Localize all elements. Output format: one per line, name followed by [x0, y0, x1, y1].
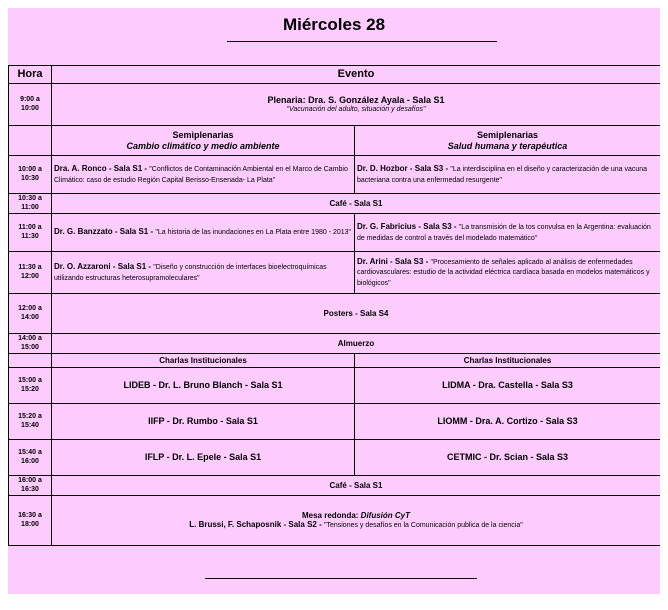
row-1500: [9, 368, 661, 404]
row-cafe-1: [9, 194, 661, 214]
plenaria-cell: [52, 84, 661, 126]
plenaria-speaker: Plenaria: Dra. S. González Ayala - Sala S1: [267, 94, 445, 105]
cafe-cell: Café - Sala S1: [52, 476, 661, 496]
time-cell-empty: [9, 126, 52, 156]
talk-cell-right: [355, 252, 661, 294]
talk-speaker: Dr. G. Fabricius - Sala S3 -: [357, 222, 459, 232]
talk-cell-left: [52, 156, 355, 194]
semi-left-title: Semiplenarias: [172, 129, 234, 140]
row-1520: [9, 404, 661, 440]
talk-title: "La interdisciplina en el diseño y caracterización de una vacuna bacteriana contra una enfermedad resurgente": [357, 166, 648, 184]
talk-speaker: Dr. D. Hozbor - Sala S3 -: [357, 164, 451, 174]
row-1100: [9, 214, 661, 252]
time-cell: 9:00 a 10:00: [9, 84, 52, 126]
talk-speaker: Dr. G. Banzzato - Sala S1 -: [54, 227, 156, 237]
inst-talk-right: LIOMM - Dra. A. Cortizo - Sala S3: [355, 404, 661, 440]
time-cell: 12:00 a 14:00: [9, 294, 52, 334]
row-cafe-2: [9, 476, 661, 496]
talk-cell-left: [52, 252, 355, 294]
header-row: [9, 66, 661, 84]
time-cell: 11:00 a 11:30: [9, 214, 52, 252]
posters-cell: Posters - Sala S4: [52, 294, 661, 334]
time-cell: 10:30 a 11:00: [9, 194, 52, 214]
time-cell: 11:30 a 12:00: [9, 252, 52, 294]
semi-right-cell: [355, 126, 661, 156]
header-evento: Evento: [52, 66, 661, 84]
row-posters: [9, 294, 661, 334]
row-mesa: [9, 496, 661, 546]
row-1130: [9, 252, 661, 294]
talk-cell-right: [355, 214, 661, 252]
plenaria-talk: "Vacunación del adulto, situación y desafíos": [286, 105, 426, 113]
mesa-talk: "Tensiones y desafíos en la Comunicación publica de la ciencia": [323, 522, 523, 530]
talk-title: "La historia de las inundaciones en La Plata entre 1980 - 2013": [155, 229, 352, 237]
schedule-page: [8, 8, 660, 594]
talk-title: "Diseño y construcción de interfaces bioelectroquímicas utilizando estructuras heterosupramoleculares": [54, 264, 327, 282]
mesa-cell: [52, 496, 661, 546]
talk-title: "Procesamiento de señales aplicado al análisis de enfermedades cardiovasculares: estudio de la actividad eléctrica cardíaca basada en modelos matemáticos y biológicos": [357, 258, 650, 287]
header-hora: Hora: [9, 66, 52, 84]
time-cell: 14:00 a 15:00: [9, 334, 52, 354]
semi-left-sub: Cambio climático y medio ambiente: [126, 140, 280, 151]
cafe-cell: Café - Sala S1: [52, 194, 661, 214]
almuerzo-cell: Almuerzo: [52, 334, 661, 354]
mesa-topic: Difusión CyT: [360, 510, 411, 520]
time-cell: 16:30 a 18:00: [9, 496, 52, 546]
row-semiplenarias: [9, 126, 661, 156]
talk-speaker: Dr. O. Azzaroni - Sala S1 -: [54, 262, 154, 272]
time-cell: 10:00 a 10:30: [9, 156, 52, 194]
charlas-left-title: Charlas Institucionales: [52, 354, 355, 368]
mesa-label: Mesa redonda:: [301, 510, 361, 520]
time-cell: 16:00 a 16:30: [9, 476, 52, 496]
page-title: Miércoles 28: [282, 15, 386, 34]
inst-talk-right: CETMIC - Dr. Scian - Sala S3: [355, 440, 661, 476]
talk-title: "Conflictos de Contaminación Ambiental en el Marco de Cambio Climático: caso de estudio Región Capital Berisso-Ensenada- La Plata": [54, 166, 348, 184]
row-charlas-header: [9, 354, 661, 368]
title-underline: [227, 41, 497, 42]
row-almuerzo: [9, 334, 661, 354]
time-cell: 15:00 a 15:20: [9, 368, 52, 404]
mesa-speakers: L. Brussi, F. Schaposnik - Sala S2 -: [189, 520, 324, 530]
bottom-rule: [205, 578, 477, 579]
time-cell-empty: [9, 354, 52, 368]
row-1540: [9, 440, 661, 476]
semi-right-sub: Salud humana y terapéutica: [447, 140, 568, 151]
inst-talk-left: IFLP - Dr. L. Epele - Sala S1: [52, 440, 355, 476]
talk-speaker: Dr. Arini - Sala S3 -: [357, 256, 431, 266]
talk-cell-left: [52, 214, 355, 252]
row-1000: [9, 156, 661, 194]
time-cell: 15:40 a 16:00: [9, 440, 52, 476]
inst-talk-right: LIDMA - Dra. Castella - Sala S3: [355, 368, 661, 404]
inst-talk-left: LIDEB - Dr. L. Bruno Blanch - Sala S1: [52, 368, 355, 404]
semi-left-cell: [52, 126, 355, 156]
inst-talk-left: IIFP - Dr. Rumbo - Sala S1: [52, 404, 355, 440]
row-plenaria: [9, 84, 661, 126]
talk-title: "La transmisión de la tos convulsa en la Argentina: evaluación de medidas de control a través del modelado matemático": [357, 224, 651, 242]
talk-speaker: Dra. A. Ronco - Sala S1 -: [54, 164, 150, 174]
charlas-right-title: Charlas Institucionales: [355, 354, 661, 368]
talk-cell-right: [355, 156, 661, 194]
schedule-table: [8, 65, 660, 546]
time-cell: 15:20 a 15:40: [9, 404, 52, 440]
semi-right-title: Semiplenarias: [476, 129, 539, 140]
